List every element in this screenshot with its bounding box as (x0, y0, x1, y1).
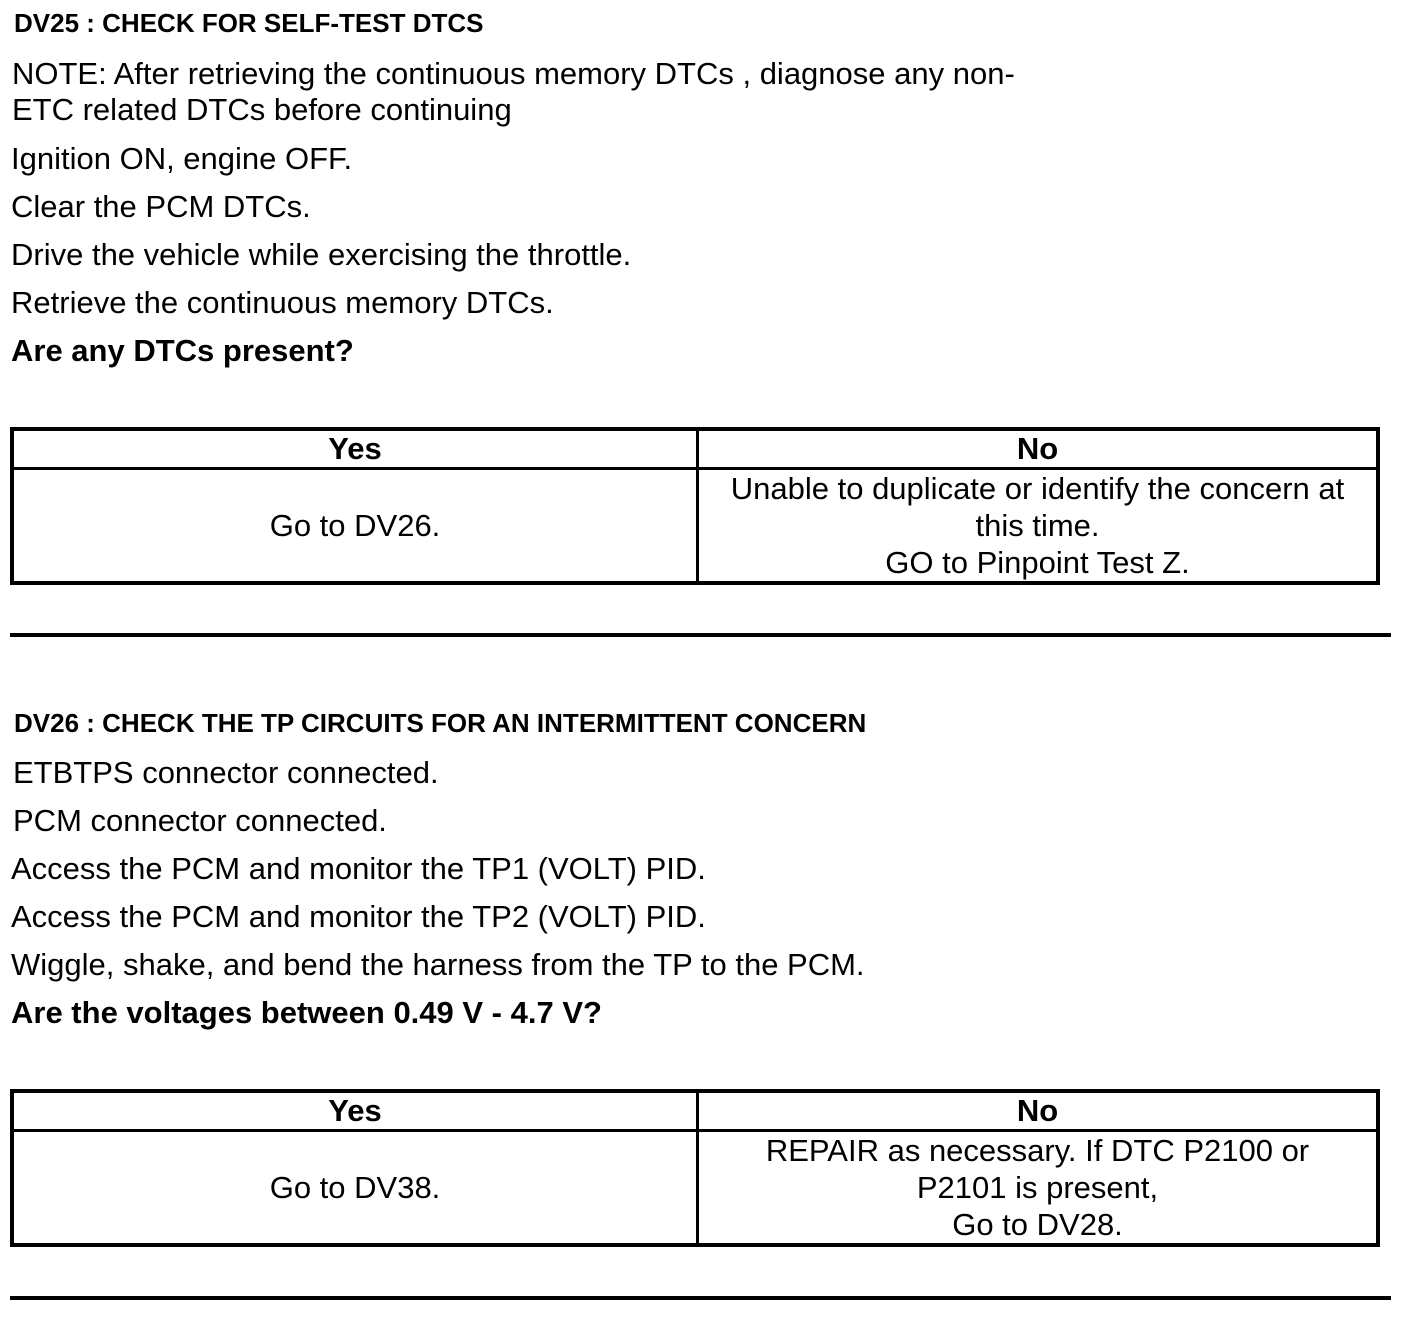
dv25-no-line-2: this time. (975, 508, 1100, 543)
dv25-note-line-1: NOTE: After retrieving the continuous memory DTCs , diagnose any non- (12, 56, 1015, 91)
dv25-no-cell (698, 469, 1379, 584)
dv25-yes-header: Yes (12, 429, 698, 469)
dv26-step-1: ETBTPS connector connected. (13, 755, 439, 790)
dv26-result-table (10, 1089, 1380, 1247)
dv25-title: DV25 : CHECK FOR SELF-TEST DTCS (14, 8, 484, 38)
dv26-step-4: Access the PCM and monitor the TP2 (VOLT) PID. (11, 899, 706, 934)
dv25-step-2: Clear the PCM DTCs. (11, 189, 311, 224)
dv26-yes-header: Yes (12, 1091, 698, 1131)
dv25-no-line-1: Unable to duplicate or identify the concern at (730, 471, 1345, 506)
dv25-step-4: Retrieve the continuous memory DTCs. (11, 285, 554, 320)
dv26-step-3: Access the PCM and monitor the TP1 (VOLT) PID. (11, 851, 706, 886)
section-divider-2 (10, 1296, 1391, 1300)
dv26-yes-cell: Go to DV38. (12, 1131, 698, 1246)
section-divider-1 (10, 633, 1391, 637)
dv25-step-1: Ignition ON, engine OFF. (11, 141, 353, 176)
dv25-note (12, 56, 1015, 128)
dv26-step-2: PCM connector connected. (13, 803, 387, 838)
dv26-no-header: No (698, 1091, 1379, 1131)
dv25-step-3: Drive the vehicle while exercising the throttle. (11, 237, 632, 272)
dv25-no-line-3: GO to Pinpoint Test Z. (885, 545, 1190, 580)
dv26-question: Are the voltages between 0.49 V - 4.7 V? (11, 995, 602, 1030)
dv25-result-table (10, 427, 1380, 585)
dv26-no-line-2: P2101 is present, (916, 1170, 1159, 1205)
dv25-yes-cell: Go to DV26. (12, 469, 698, 584)
dv25-no-header: No (698, 429, 1379, 469)
dv25-question: Are any DTCs present? (11, 333, 354, 368)
dv26-no-line-3: Go to DV28. (952, 1207, 1123, 1242)
dv26-title: DV26 : CHECK THE TP CIRCUITS FOR AN INTERMITTENT CONCERN (14, 708, 867, 738)
dv26-no-line-1: REPAIR as necessary. If DTC P2100 or (765, 1133, 1310, 1168)
dv26-step-5: Wiggle, shake, and bend the harness from the TP to the PCM. (11, 947, 865, 982)
dv26-no-cell (698, 1131, 1379, 1246)
dv25-note-line-2: ETC related DTCs before continuing (12, 92, 512, 127)
